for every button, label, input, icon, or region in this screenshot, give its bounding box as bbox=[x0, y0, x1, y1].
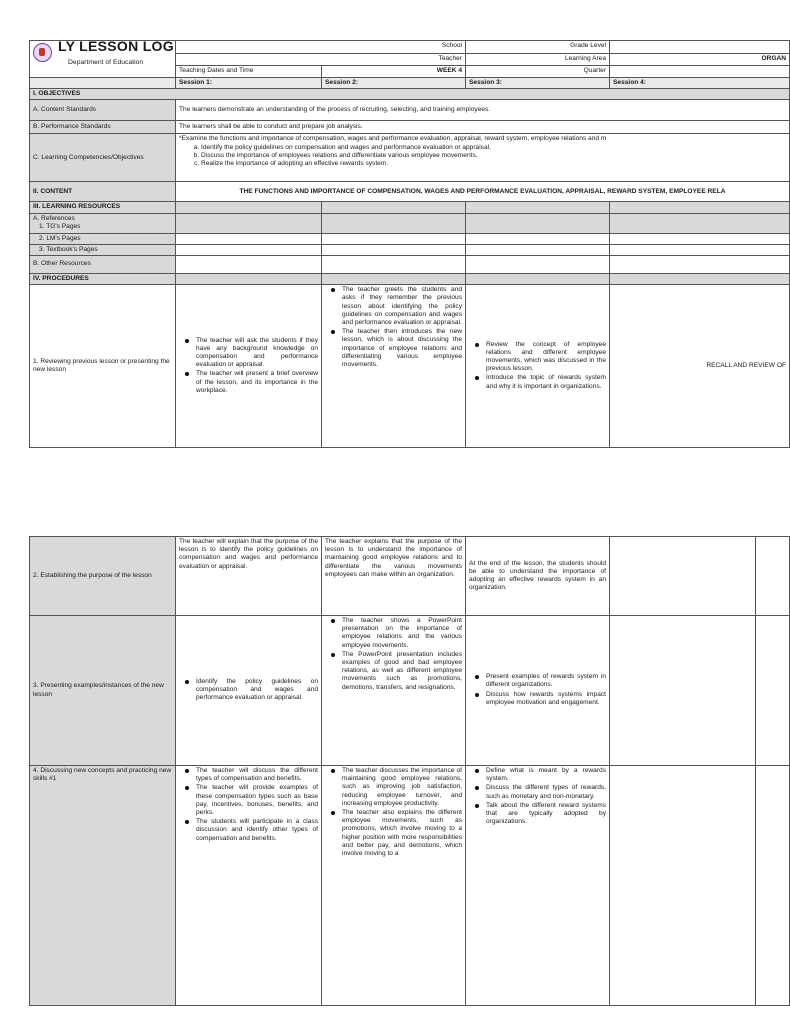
competency-item: c. Realize the importance of adopting an effective rewards system. bbox=[201, 160, 786, 168]
lm-pages-label: 2. LM's Pages bbox=[30, 233, 176, 244]
list-item: Introduce the topic of rewards system and why it is important in organizations. bbox=[477, 374, 606, 390]
list-item: The teacher then introduces the new lesson, which is about discussing the importance of employee relations and differentiating various employee movements. bbox=[333, 328, 462, 369]
purpose-session-2: The teacher explains that the purpose of the lesson is to understand the importance of maintaining good employee relations and to differentiate the various movements employees can make within an organization. bbox=[322, 537, 466, 616]
competencies-intro: *Examine the functions and importance of compensation, wages and performance evaluation, appraisal, reward system, employee relations and m bbox=[179, 135, 607, 143]
discussing-session-2 bbox=[322, 766, 466, 1006]
purpose-session-3: At the end of the lesson, the students should be able to understand the importance of adopting an effective rewards system in an organization. bbox=[466, 537, 610, 616]
content-standards-label: A. Content Standards bbox=[30, 100, 176, 121]
teacher-label: Teacher bbox=[176, 54, 466, 66]
review-session-1 bbox=[176, 285, 322, 448]
discussing-session-3 bbox=[466, 766, 610, 1006]
grade-level-label: Grade Level bbox=[466, 41, 610, 54]
list-item: The teacher will provide examples of these compensation types such as base pay, incentives, bonuses, benefits, and perks. bbox=[187, 784, 318, 817]
list-item: The teacher will discuss the different types of compensation and benefits. bbox=[187, 767, 318, 783]
list-item: The teacher will present a brief overview of the lesson, and its importance in the workplace. bbox=[187, 370, 318, 395]
purpose-session-1: The teacher will explain that the purpose of the lesson is to identify the policy guidelines on compensation and wages and performance evaluation or appraisal. bbox=[176, 537, 322, 616]
list-item: The teacher shows a PowerPoint presentation on the importance of employee relations and the various employee movements. bbox=[333, 617, 462, 650]
content-standards-text: The learners demonstrate an understanding of the process of recruiting, selecting, and training employees. bbox=[176, 100, 790, 121]
list-item: The PowerPoint presentation includes examples of good and bad employee relations, as well as different employee movements such as promotions, demotions, transfers, and resignations. bbox=[333, 651, 462, 692]
discussing-label: 4. Discussing new concepts and practicing new skills #1 bbox=[30, 766, 176, 1006]
presenting-session-1 bbox=[176, 616, 322, 766]
list-item: Identify the policy guidelines on compensation and wages and performance evaluation or appraisal. bbox=[187, 678, 318, 703]
competency-item: b. Discuss the importance of employees relations and differentiate various employee movements. bbox=[201, 152, 786, 160]
procedures-heading: IV. PROCEDURES bbox=[30, 274, 176, 285]
discussing-session-1 bbox=[176, 766, 322, 1006]
learning-area-label: Learning Area bbox=[466, 54, 610, 66]
presenting-label: 3. Presenting examples/instances of the new lesson bbox=[30, 616, 176, 766]
session-2-header: Session 2: bbox=[322, 78, 466, 89]
purpose-label: 2. Establishing the purpose of the lesson bbox=[30, 537, 176, 616]
other-resources-label: B. Other Resources bbox=[30, 256, 176, 274]
textbook-pages-label: 3. Textbook's Pages bbox=[30, 244, 176, 255]
list-item: Discuss the different types of rewards, such as monetary and non-monetary. bbox=[477, 784, 606, 800]
list-item: Present examples of rewards system in different organizations. bbox=[477, 673, 606, 689]
objectives-heading: I. OBJECTIVES bbox=[30, 89, 790, 100]
log-title: LY LESSON LOG bbox=[58, 38, 174, 54]
list-item: Define what is meant by a rewards system. bbox=[477, 767, 606, 783]
department-name: Department of Education bbox=[68, 59, 144, 66]
quarter-label: Quarter bbox=[466, 66, 610, 78]
performance-standards-text: The learners shall be able to conduct and prepare job analysis. bbox=[176, 121, 790, 134]
deped-seal-icon bbox=[33, 43, 52, 62]
list-item: Discuss how rewards systems impact employee motivation and engagement. bbox=[477, 691, 606, 707]
list-item: The students will participate in a class discussion and identify other types of compensation and benefits. bbox=[187, 818, 318, 843]
list-item: Talk about the different reward systems that are typically adopted by organizations. bbox=[477, 802, 606, 827]
resources-heading: III. LEARNING RESOURCES bbox=[30, 202, 176, 213]
session-4-header: Session 4: bbox=[610, 78, 790, 89]
list-item: The teacher greets the students and asks if they remember the previous lesson about identifying the policy guidelines on compensation and wages and performance evaluation or appraisal. bbox=[333, 286, 462, 327]
week-label: WEEK 4 bbox=[322, 66, 466, 78]
presenting-session-2 bbox=[322, 616, 466, 766]
content-text: THE FUNCTIONS AND IMPORTANCE OF COMPENSATION, WAGES AND PERFORMANCE EVALUATION, APPRAISAL, REWARD SYSTEM, EMPLOYEE RELA bbox=[176, 182, 790, 202]
list-item: The teacher discusses the importance of maintaining good employee relations, such as improving job satisfaction, reducing employee turnover, and increasing employee productivity. bbox=[333, 767, 462, 808]
school-label: School bbox=[176, 41, 466, 54]
list-item: The teacher will ask the students if they have any background knowledge on compensation and performance evaluation or appraisal. bbox=[187, 337, 318, 370]
review-session-2 bbox=[322, 285, 466, 448]
session-3-header: Session 3: bbox=[466, 78, 610, 89]
review-session-3 bbox=[466, 285, 610, 448]
list-item: The teacher also explains the different employee movements, such as promotions, which involve moving to a higher position with more responsibilities and better pay, and demotions, which involve moving to a bbox=[333, 809, 462, 858]
list-item: Review the concept of employee relations and different employee movements, which was discussed in the previous lesson. bbox=[477, 341, 606, 374]
lesson-log-table-1 bbox=[29, 40, 790, 448]
competencies-label: C. Learning Competencies/Objectives bbox=[30, 134, 176, 182]
competencies-cell bbox=[176, 134, 790, 182]
lesson-log-table-2 bbox=[29, 536, 790, 1006]
competency-item: a. Identify the policy guidelines on compensation and wages and performance evaluation or appraisal. bbox=[201, 144, 786, 152]
references-label: A. References 1. TG's Pages bbox=[30, 213, 176, 233]
grade-level-value bbox=[610, 41, 790, 54]
content-heading: II. CONTENT bbox=[30, 182, 176, 202]
performance-standards-label: B. Performance Standards bbox=[30, 121, 176, 134]
review-session-4: RECALL AND REVIEW OF bbox=[610, 285, 790, 448]
quarter-value bbox=[610, 66, 790, 78]
header-brand bbox=[30, 38, 176, 78]
learning-area-value: ORGAN bbox=[610, 54, 790, 66]
presenting-session-3 bbox=[466, 616, 610, 766]
dates-label: Teaching Dates and Time bbox=[176, 66, 322, 78]
review-label: 1. Reviewing previous lesson or presenting the new lesson bbox=[30, 285, 176, 448]
session-1-header: Session 1: bbox=[176, 78, 322, 89]
competencies-list bbox=[179, 144, 786, 169]
tg-pages-label: 1. TG's Pages bbox=[39, 222, 81, 230]
